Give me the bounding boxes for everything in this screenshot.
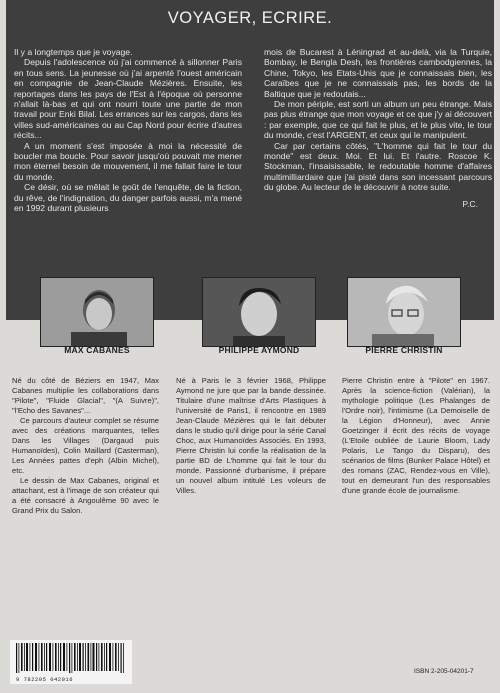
author-photo-philippe-aymond (203, 278, 315, 346)
preface-paragraph: Depuis l'adolescence où j'ai commencé à sillonner Paris en tous sens. La jeunesse où j'ai arpenté l'ouest américain en compagnie de Jean-Claude Mézières. Ensuite, les reportages dans les pays de l'Est à l'époque où personne n'allait là-bas et qui ont nourri toute une partie de mon travail pour Enki Bilal. Les errances sur les cargos, dans les villes sud-américaines ou au Cap Nord pour écrire d'autres récits... (14, 57, 242, 141)
isbn: ISBN 2-205-04201-7 (414, 668, 474, 675)
preface-paragraph: Ce désir, où se mêlait le goût de l'enquête, de la fiction, du rêve, de l'indignation, du danger parfois aussi, m'a mené en 1992 durant plusieurs (14, 182, 242, 214)
bio-paragraph: Le dessin de Max Cabanes, original et attachant, est à l'image de son créateur qui a été consacré à Angoulême 90 avec le Grand Prix du Salon. (12, 476, 159, 515)
preface-paragraph: mois de Bucarest à Léningrad et au-delà, via la Turquie, Bombay, le Bengla Desh, les frontières cambodgiennes, la Chine, Tokyo, les Etats-Unis que je connaissais bien, les Caraïbes que je ne connaissais pas, les bords de la Baltique que je redoutais... (264, 47, 492, 99)
author-name: MAX CABANES (64, 345, 130, 355)
bio-max-cabanes (12, 376, 159, 516)
bio-philippe-aymond (176, 376, 326, 496)
bio-pierre-christin (342, 376, 490, 496)
bio-paragraph: Né à Paris le 3 février 1968, Philippe Aymond ne jure que par la bande dessinée. Titulaire d'une maîtrise d'Arts Plastiques à l'université de Paris1, il rencontre en 1989 Jean-Claude Mézières qui le fait débuter dans le studio qu'il dirige pour la série Canal Choc, aux Humanoïdes Associés. En 1993, Pierre Christin lui confie la réalisation de la partie BD de L'homme qui fait le tour du monde. Passionné d'urbanisme, il prépare un nouvel album intitulé Les voleurs de Villes. (176, 376, 326, 495)
author-name: PHILIPPE AYMOND (218, 345, 300, 355)
author-photo-max-cabanes (41, 278, 153, 346)
author-name: PIERRE CHRISTIN (365, 345, 443, 355)
preface-paragraph: A un moment s'est imposée à moi la nécessité de boucler ma boucle. Pour savoir jusqu'où pouvait me mener mon éternel besoin de mouvement, il me fallait faire le tour du monde. (14, 140, 242, 182)
preface-panel (6, 0, 494, 320)
preface-right-column (264, 47, 492, 209)
preface-left-column (14, 47, 242, 214)
signature: P.C. (462, 198, 478, 209)
bio-paragraph: Né du côté de Béziers en 1947, Max Cabanes multiplie les collaborations dans "Pilote", "Fluide Glacial", "(A Suivre)", "l'Echo des Savanes"... (12, 376, 159, 415)
preface-paragraph: Il y a longtemps que je voyage. (14, 47, 133, 57)
barcode-number: 9 782205 042016 (16, 676, 74, 683)
bio-paragraph: Pierre Christin entre à "Pilote" en 1967. Après la science-fiction (Valérian), la mythologie politique (Les Phalanges de l'Ordre noir), l'intimisme (La Demoiselle de la Légion d'Honneur), avec Annie Goetzinger il écrit des récits de voyage (L'Etoile oubliée de Laurie Bloom, Lady Polaris, Le Tango du Disparu), des scénarios de films (Bunker Palace Hôtel) et des romans (ZAC, Rendez-vous en Ville), tout en demeurant l'un des responsables d'une grande école de journalisme. (342, 376, 490, 495)
page-title: VOYAGER, ECRIRE. (167, 9, 333, 27)
bio-paragraph: Ce parcours d'auteur complet se résume avec des créations marquantes, telles Dans les Villages (Dargaud puis Humanoïdes), Colin Maillard (Casterman), Les Années pattes d'eph (Albin Michel), etc. (12, 416, 159, 475)
author-photo-pierre-christin (348, 278, 460, 346)
preface-paragraph: De mon périple, est sorti un album un peu étrange. Mais pas plus étrange que mon voyage et ce que j'y ai découvert : par exemple, que ce qui fait le plus, et le plus vite, le tour du monde, c'est l'ARGENT, et ceux qui le manipulent. (264, 99, 492, 141)
preface-paragraph: Car par certains côtés, "L'homme qui fait le tour du monde" est deux. Moi. Et lui. Et l'autre. Roscoe K. Stockman, l'insaisissable, le redoutable homme d'affaires multimilliardaire que j'ai pisté dans son incessant parcours du globe. Au lecteur de le découvrir à notre suite. (264, 140, 492, 193)
